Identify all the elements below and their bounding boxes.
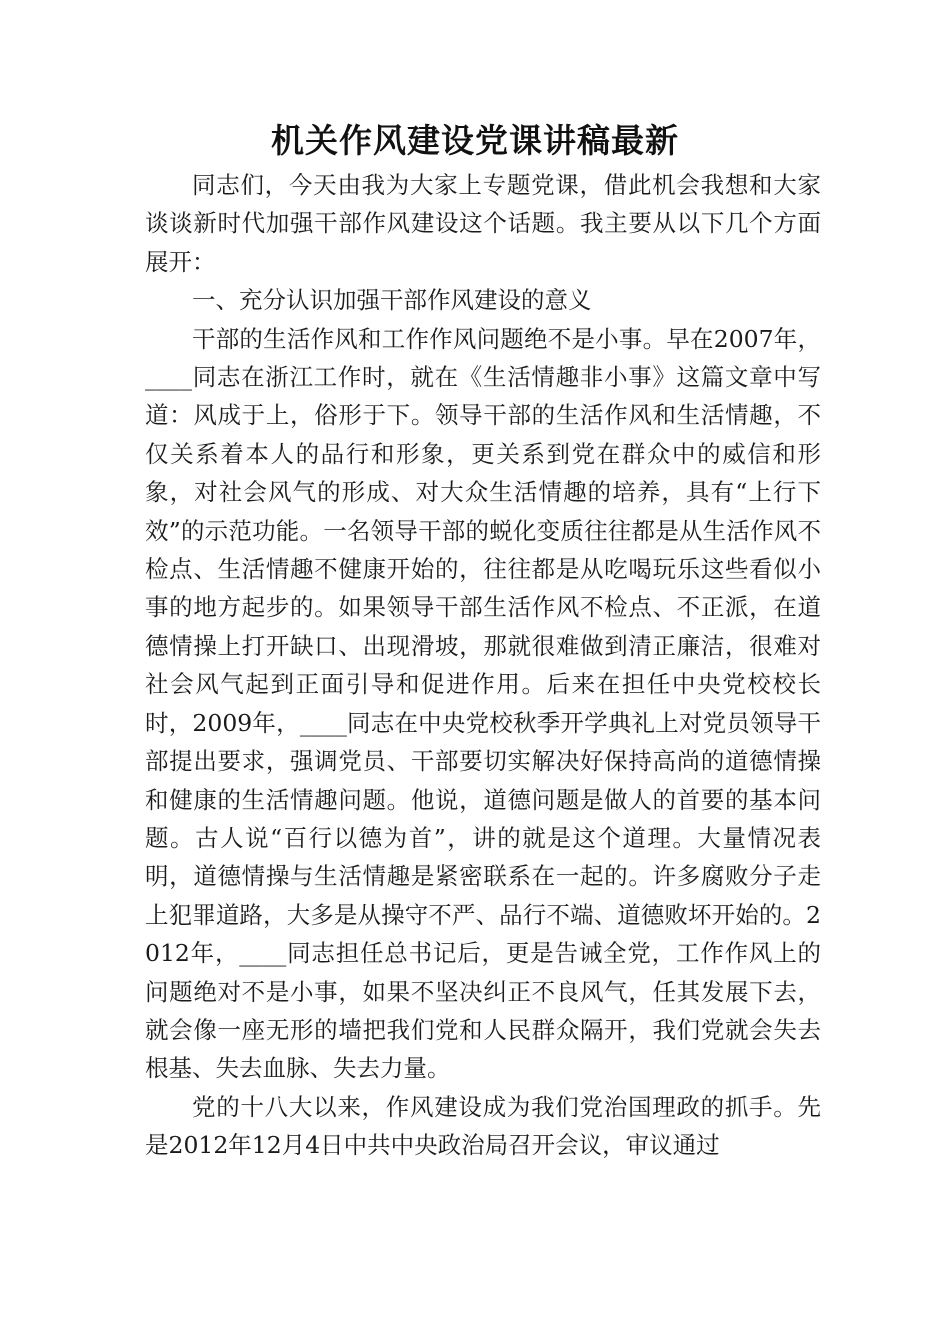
section-heading-1: 一、充分认识加强干部作风建设的意义 [192, 286, 592, 315]
paragraph-since-18th-congress: 党的十八大以来，作风建设成为我们党治国理政的抓手。先是2012年12月4日中共中央政治局召开会议，审议通过 [145, 1092, 821, 1160]
paragraph-work-style: 干部的生活作风和工作作风问题绝不是小事。早在2007年，____同志在浙江工作时，就在《生活情趣非小事》这篇文章中写道：风成于上，俗形于下。领导干部的生活作风和生活情趣，不仅关系着本人的品行和形象，更关系到党在群众中的威信和形象，对社会风气的形成、对大众生活情趣的培养，具有“上行下效”的示范功能。一名领导干部的蜕化变质往往都是从生活作风不检点、生活情趣不健康开始的，往往都是从吃喝玩乐这些看似小事的地方起步的。如果领导干部生活作风不检点、不正派，在道德情操上打开缺口、出现滑坡，那就很难做到清正廉洁，很难对社会风气起到正面引导和促进作用。后来在担任中央党校校长时，2009年，____同志在中央党校秋季开学典礼上对党员领导干部提出要求，强调党员、干部要切实解决好保持高尚的道德情操和健康的生活情趣问题。他说，道德问题是做人的首要的基本问题。古人说“百行以德为首”，讲的就是这个道理。大量情况表明，道德情操与生活情趣是紧密联系在一起的。许多腐败分子走上犯罪道路，大多是从操守不严、品行不端、道德败坏开始的。2012年，____同志担任总书记后，更是告诫全党，工作作风上的问题绝对不是小事，如果不坚决纠正不良风气，任其发展下去，就会像一座无形的墙把我们党和人民群众隔开，我们党就会失去根基、失去血脉、失去力量。 [145, 324, 821, 1083]
document-body [145, 166, 821, 1165]
paragraph-intro: 同志们，今天由我为大家上专题党课，借此机会我想和大家谈谈新时代加强干部作风建设这个话题。我主要从以下几个方面展开： [145, 171, 821, 276]
document-title: 机关作风建设党课讲稿最新 [271, 121, 679, 160]
